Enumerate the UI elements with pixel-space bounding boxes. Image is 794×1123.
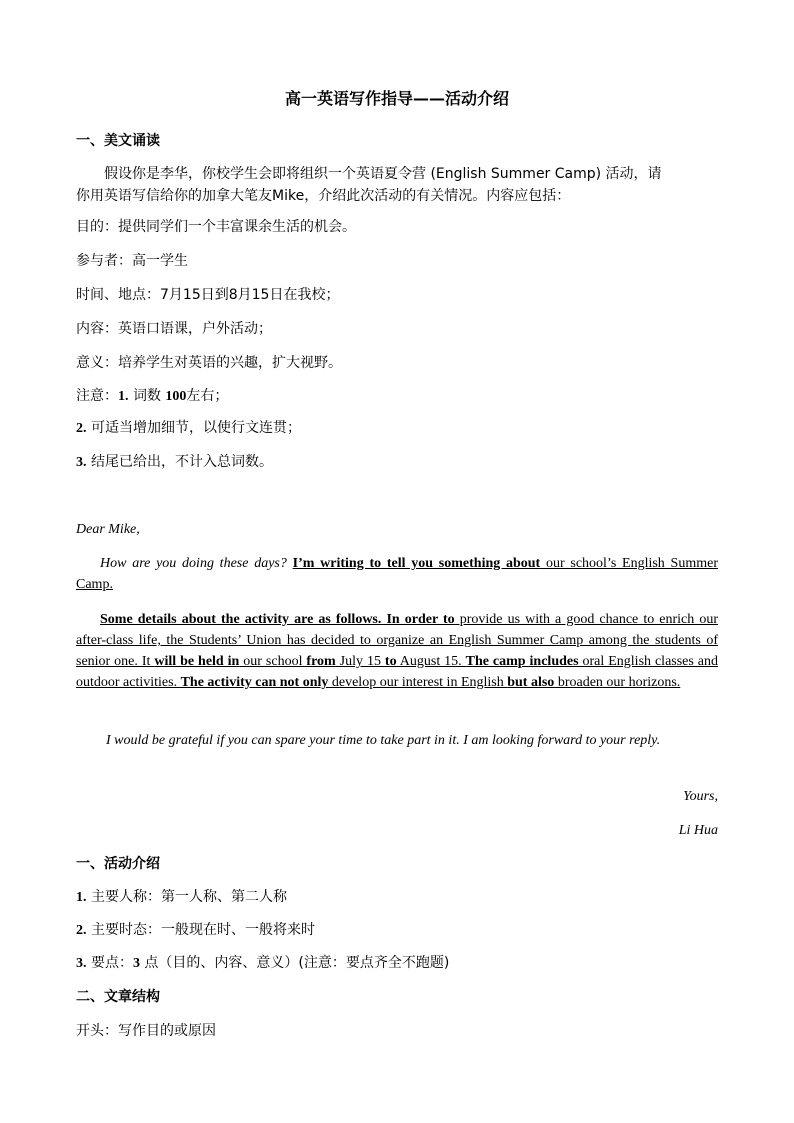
- page-title: 高一英语写作指导——活动介绍: [284, 89, 509, 108]
- letter-text: July 15: [335, 654, 385, 669]
- letter-key-phrase: to: [384, 654, 397, 669]
- requirement-item: 参与者：高一学生: [76, 253, 188, 269]
- requirement-item: 意义：培养学生对英语的兴趣，扩大视野。: [76, 355, 342, 371]
- item-text: 主要时态：一般现在时、一般将来时: [90, 922, 315, 938]
- letter-key-phrase: from: [306, 654, 336, 669]
- letter-paragraph-3: I would be grateful if you can spare your time to take part in it. I am looking forward to your reply.: [106, 733, 661, 748]
- letter-key-phrase: will be held in: [154, 654, 240, 669]
- letter-text: provide us with a good chance to enrich our after-class life, the Students’ Union has decided to organize an English Summer Camp among the students of senior one. It: [76, 612, 718, 669]
- requirement-item: 内容：英语口语课，户外活动；: [76, 321, 272, 337]
- letter-key-phrase: In order to: [386, 612, 455, 627]
- item-number: 2.: [76, 923, 87, 938]
- section-heading-structure: 二、文章结构: [76, 989, 160, 1005]
- letter-text: develop our interest in English: [328, 675, 508, 690]
- letter-key-phrase: but also: [507, 675, 555, 690]
- section-heading-activity: 一、活动介绍: [76, 856, 160, 872]
- note-text: 词数: [132, 388, 161, 404]
- note-line-2: [76, 418, 718, 439]
- letter-text: our school’s English Summer Camp.: [76, 556, 718, 592]
- letter-text: oral English classes and outdoor activities.: [76, 654, 719, 690]
- list-item: [76, 920, 718, 941]
- letter-salutation: Dear Mike,: [76, 522, 140, 537]
- note-number: 3.: [76, 455, 87, 470]
- note-number: 2.: [76, 421, 87, 436]
- letter-key-phrase: The activity can not only: [180, 675, 329, 690]
- prompt-line-2: 你用英语写信给你的加拿大笔友Mike，介绍此次活动的有关情况。内容应包括：: [76, 188, 571, 204]
- letter-paragraph-1: [76, 553, 718, 595]
- item-count: 3: [132, 956, 140, 971]
- note-text: 结尾已给出，不计入总词数。: [90, 454, 273, 470]
- list-item: 开头：写作目的或原因: [76, 1023, 216, 1039]
- note-number: 1.: [118, 389, 129, 404]
- letter-text: our school: [239, 654, 307, 669]
- note-text: 左右；: [186, 388, 229, 404]
- letter-text: August 15.: [396, 654, 466, 669]
- list-item: [76, 953, 718, 974]
- item-text: 主要人称：第一人称、第二人称: [90, 889, 287, 905]
- item-text: 点（目的、内容、意义）(注意：要点齐全不跑题): [139, 955, 450, 971]
- letter-key-phrase: I’m writing to tell you something about: [292, 556, 541, 571]
- list-item: [76, 887, 718, 908]
- item-number: 3.: [76, 956, 87, 971]
- requirement-item: 目的：提供同学们一个丰富课余生活的机会。: [76, 219, 356, 235]
- prompt-line-1: 假设你是李华，你校学生会即将组织一个英语夏令营 (English Summer Camp) 活动，请: [104, 166, 662, 182]
- letter-signature: Li Hua: [678, 823, 718, 838]
- section-heading-reading: 一、美文诵读: [76, 133, 160, 149]
- note-word-count: 100: [165, 389, 187, 404]
- letter-closing: Yours,: [683, 789, 718, 804]
- note-line-1: [76, 386, 718, 407]
- letter-key-phrase: Some details about the activity are as follows.: [100, 612, 382, 627]
- note-label: 注意：: [76, 388, 118, 404]
- note-line-3: [76, 452, 718, 473]
- note-text: 可适当增加细节，以使行文连贯；: [90, 420, 301, 436]
- requirement-item: 时间、地点：7月15日到8月15日在我校；: [76, 287, 340, 303]
- prompt-paragraph: [76, 163, 718, 207]
- letter-paragraph-2: [76, 609, 718, 693]
- item-text: 要点：: [90, 955, 133, 971]
- letter-text: broaden our horizons.: [554, 675, 681, 690]
- item-number: 1.: [76, 890, 87, 905]
- letter-opening-question: How are you doing these days?: [100, 556, 287, 571]
- letter-key-phrase: The camp includes: [465, 654, 579, 669]
